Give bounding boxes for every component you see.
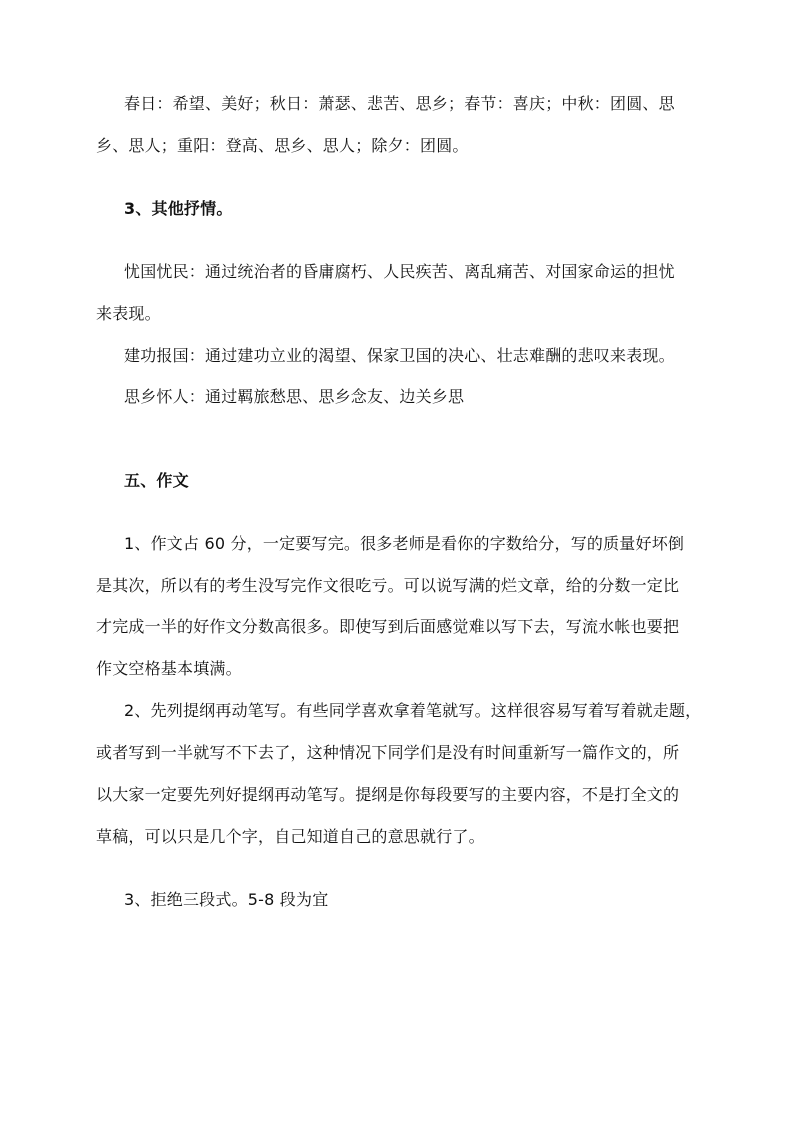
p2-line-4: 草稿，可以只是几个字，自己知道自己的意思就行了。 (96, 827, 485, 846)
p2-line-3: 以大家一定要先列好提纲再动笔写。提纲是你每段要写的主要内容，不是打全文的 (96, 785, 680, 804)
worry-line-1: 忧国忧民：通过统治者的昏庸腐朽、人民疾苦、离乱痛苦、对国家命运的担忧 (124, 262, 675, 281)
merit-line: 建功报国：通过建功立业的渴望、保家卫国的决心、壮志难酬的悲叹来表现。 (124, 346, 675, 365)
p1-line-1: 1、作文占 60 分，一定要写完。很多老师是看你的字数给分，写的质量好坏倒 (124, 534, 685, 553)
p3-line: 3、拒绝三段式。5-8 段为宜 (124, 890, 329, 909)
worry-line-2: 来表现。 (96, 304, 161, 323)
festival-line-1: 春日：希望、美好；秋日：萧瑟、悲苦、思乡；春节：喜庆；中秋：团圆、思 (124, 94, 675, 113)
p2-line-2: 或者写到一半就写不下去了，这种情况下同学们是没有时间重新写一篇作文的，所 (96, 743, 680, 762)
p1-line-2: 是其次，所以有的考生没写完作文很吃亏。可以说写满的烂文章，给的分数一定比 (96, 576, 680, 595)
homesick-line: 思乡怀人：通过羁旅愁思、思乡念友、边关乡思 (124, 387, 465, 406)
p1-line-3: 才完成一半的好作文分数高很多。即使写到后面感觉难以写下去，写流水帐也要把 (96, 617, 680, 636)
section-heading-composition: 五、作文 (124, 471, 189, 490)
festival-line-2: 乡、思人；重阳：登高、思乡、思人；除夕：团圆。 (96, 136, 469, 155)
p1-line-4: 作文空格基本填满。 (96, 659, 242, 678)
section-heading-other-emotions: 3、其他抒情。 (124, 199, 233, 218)
p2-line-1: 2、先列提纲再动笔写。有些同学喜欢拿着笔就写。这样很容易写着写着就走题， (124, 701, 702, 720)
